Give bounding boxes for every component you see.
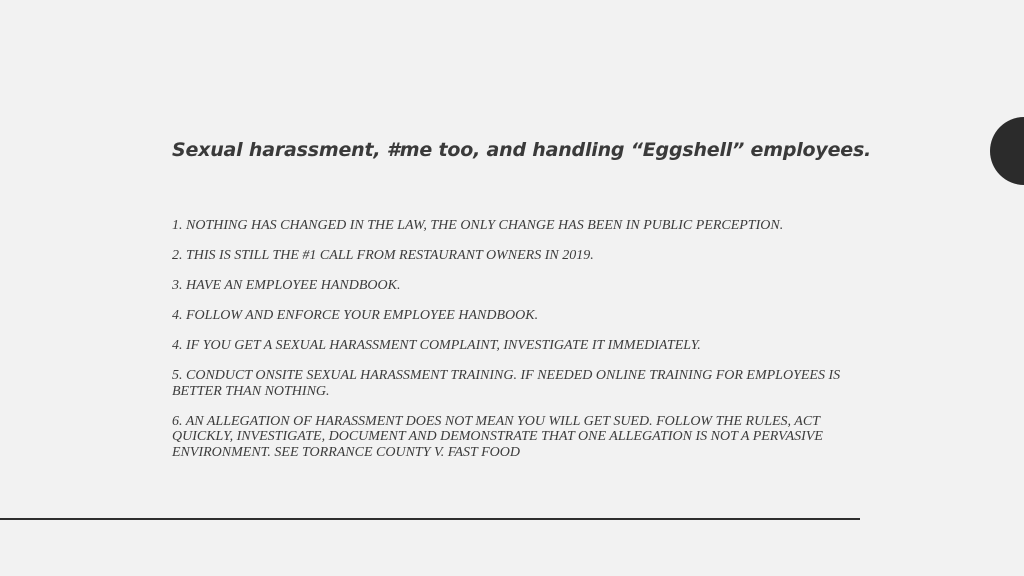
slide-point: 6. AN ALLEGATION OF HARASSMENT DOES NOT MEAN YOU WILL GET SUED. FOLLOW THE RULES, ACT QUICKLY, INVESTIGATE, DOCUMENT AND DEMONSTRATE THAT ONE ALLEGATION IS NOT A PERVASIVE ENVIRONMENT. SEE TORRANCE COUNTY V. FAST FOOD bbox=[172, 413, 823, 460]
slide-point: 4. FOLLOW AND ENFORCE YOUR EMPLOYEE HANDBOOK. bbox=[172, 308, 539, 323]
slide-point: 2. THIS IS STILL THE #1 CALL FROM RESTAURANT OWNERS IN 2019. bbox=[172, 248, 594, 263]
slide-point-list bbox=[172, 218, 852, 475]
slide-title: Sexual harassment, #me too, and handling “Eggshell” employees. bbox=[172, 139, 872, 161]
slide-point: 5. CONDUCT ONSITE SEXUAL HARASSMENT TRAINING. IF NEEDED ONLINE TRAINING FOR EMPLOYEES IS BETTER THAN NOTHING. bbox=[172, 368, 841, 399]
decorative-circle bbox=[990, 117, 1024, 185]
bottom-divider-line bbox=[0, 518, 860, 520]
slide-point: 3. HAVE AN EMPLOYEE HANDBOOK. bbox=[172, 278, 401, 293]
slide-point: 4. IF YOU GET A SEXUAL HARASSMENT COMPLAINT, INVESTIGATE IT IMMEDIATELY. bbox=[172, 338, 701, 353]
slide-point: 1. NOTHING HAS CHANGED IN THE LAW, THE ONLY CHANGE HAS BEEN IN PUBLIC PERCEPTION. bbox=[172, 218, 784, 233]
